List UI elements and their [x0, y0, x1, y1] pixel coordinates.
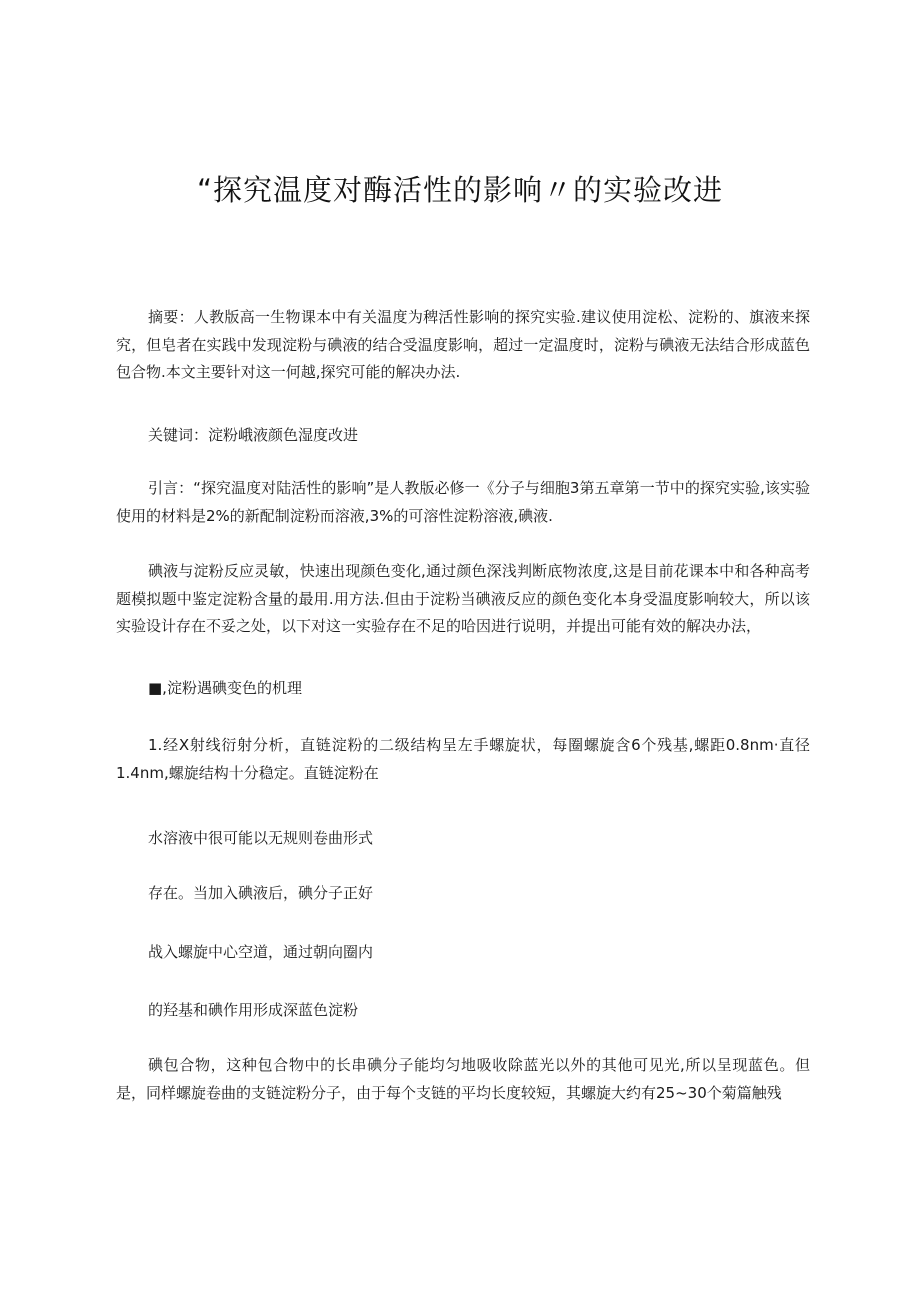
text-line: 的羟基和碘作用形成深蓝色淀粉	[148, 1001, 359, 1019]
iodine-reaction-paragraph: 碘液与淀粉反应灵敏，快速出现颜色变化,通过颜色深浅判断底物浓度,这是目前花课本中和各种高考题模拟题中鉴定淀粉含量的最用.用方法.但由于淀粉当碘液反应的颜色变化本身受温度影响较大，所以该实验设计存在不妥之处，以下对这一实验存在不足的哈因进行说明，并提出可能有效的解决办法，	[116, 562, 810, 635]
text-line: 水溶液中很可能以无规则卷曲形式	[148, 829, 374, 847]
document-title: “探究温度对酶活性的影响〃的实验改进	[196, 173, 724, 207]
xray-paragraph: 1.经X射线衍射分析，直链淀粉的二级结构呈左手螺旋状，每圈螺旋含6个残基,螺距0.8nm·直径1.4nm,螺旋结构十分稳定。直链淀粉在	[116, 736, 810, 782]
abstract-paragraph: 摘要：人教版高一生物课本中有关温度为稗活性影响的探究实验.建议使用淀松、淀粉的、旗液来探究，但皂者在实践中发现淀粉与碘液的结合受温度影响，超过一定温度时，淀粉与碘液无法结合形成蓝色包合物.本文主要针对这一何越,探究可能的解决办法.	[116, 308, 810, 381]
text-line: 存在。当加入碘液后，碘分子正好	[148, 884, 374, 902]
text-line: 战入螺旋中心空道，通过朝向圈内	[148, 943, 374, 961]
keywords-line: 关键词：淀粉峨液颜色湿度改进	[148, 426, 359, 444]
intro-paragraph: 引言：“探究温度对陆活性的影响”是人教版必修一《分子与细胞3第五章第一节中的探究实验,该实验使用的材料是2%的新配制淀粉而溶液,3%的可溶性淀粉溶液,碘液.	[116, 479, 810, 525]
complex-paragraph: 碘包合物，这种包合物中的长串碘分子能均匀地吸收除蓝光以外的其他可见光,所以呈现蓝色。但是，同样螺旋卷曲的支链淀粉分子，由于每个支链的平均长度较短，其螺旋大约有25~30个菊篇触残	[116, 1056, 810, 1102]
section-heading: ■,淀粉遇碘变色的机理	[148, 679, 302, 697]
